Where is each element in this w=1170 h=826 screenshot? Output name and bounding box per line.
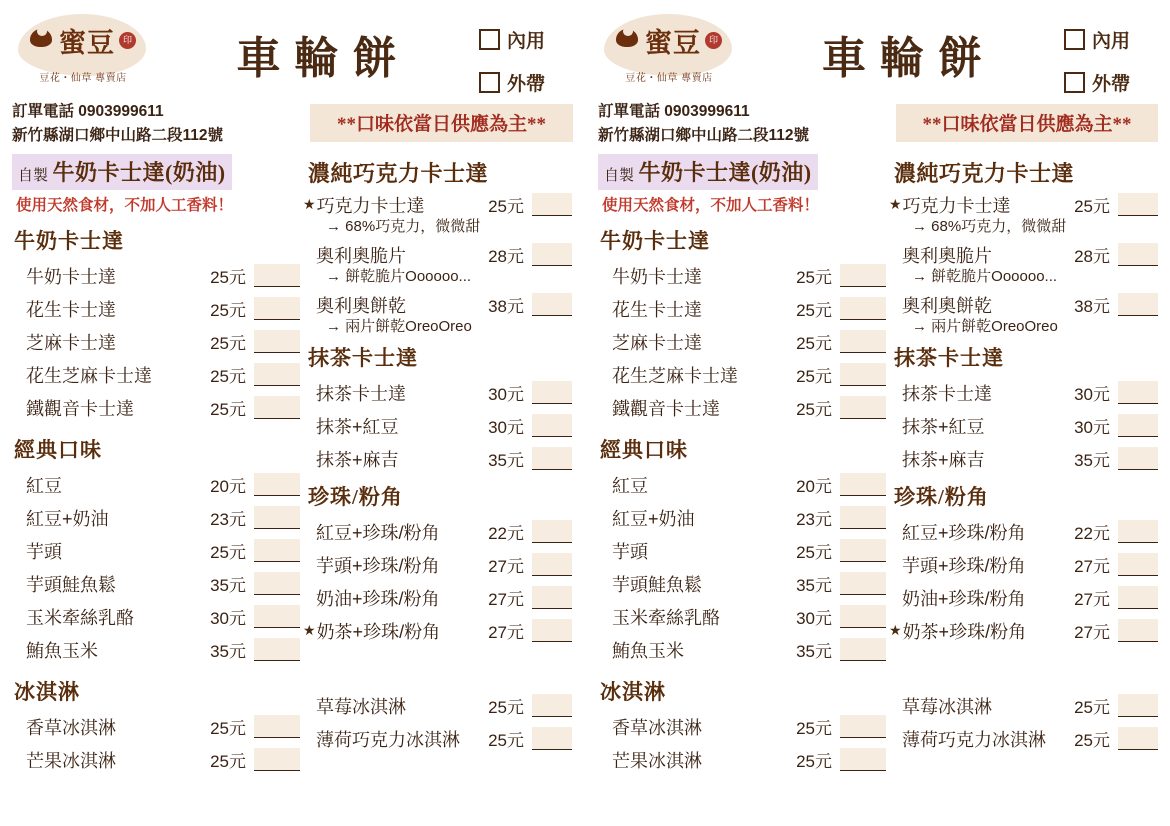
item-name: 芝麻卡士達 <box>612 332 702 353</box>
menu-item[interactable] <box>892 442 1158 475</box>
bean-icon <box>616 27 642 53</box>
brand-logo <box>12 8 154 84</box>
availability-notice: **口味依當日供應為主** <box>310 104 573 142</box>
item-price: 23元 <box>210 510 246 529</box>
item-price: 25元 <box>488 731 524 750</box>
order-option-label: 外帶 <box>507 74 546 95</box>
item-price: 30元 <box>488 418 524 437</box>
item-name: 芒果冰淇淋 <box>26 750 116 771</box>
item-name: 紅豆 <box>26 475 62 496</box>
item-price: 25元 <box>796 719 832 738</box>
band-title: 牛奶卡士達(奶油) <box>638 160 812 185</box>
item-price: 27元 <box>488 623 524 642</box>
menu-column-chocolate <box>303 156 572 776</box>
menu-item[interactable] <box>12 600 300 633</box>
menu-item[interactable] <box>892 689 1158 722</box>
item-price: 25元 <box>796 301 832 320</box>
item-name: 鐵觀音卡士達 <box>26 398 134 419</box>
qty-blank[interactable] <box>532 447 572 470</box>
contact-row <box>586 100 1170 156</box>
brand-tagline: 豆花・仙草 專賣店 <box>39 73 127 84</box>
item-price: 35元 <box>488 451 524 470</box>
item-price: 25元 <box>210 301 246 320</box>
menu-item[interactable] <box>598 259 886 292</box>
brand-tagline: 豆花・仙草 專賣店 <box>625 73 713 84</box>
item-name: 紅豆 <box>612 475 648 496</box>
item-name: 芋頭鮭魚鬆 <box>26 574 116 595</box>
menu-header <box>0 0 585 100</box>
item-name: 抹茶+麻吉 <box>316 449 399 470</box>
qty-blank[interactable] <box>1118 553 1158 576</box>
order-option-dine-in[interactable] <box>1064 26 1160 53</box>
category-title: 牛奶卡士達 <box>600 229 710 253</box>
order-option-label: 外帶 <box>1092 74 1131 95</box>
item-name: 巧克力卡士達 <box>902 195 1011 216</box>
item-price: 27元 <box>488 590 524 609</box>
qty-blank[interactable] <box>254 638 300 661</box>
section-band-custard <box>598 156 886 188</box>
item-name: 芋頭鮭魚鬆 <box>612 574 702 595</box>
item-name: 奧利奧脆片 <box>902 245 992 266</box>
qty-blank[interactable] <box>1118 619 1158 642</box>
item-description: → 兩片餅乾OreoOreo <box>326 318 472 335</box>
band-title: 濃純巧克力卡士達 <box>308 160 489 186</box>
menu-panel-right <box>585 0 1170 826</box>
star-icon: ★ <box>889 196 902 212</box>
menu-item[interactable] <box>12 633 300 666</box>
item-name: 鮪魚玉米 <box>26 640 98 661</box>
menu-item[interactable] <box>12 468 300 501</box>
checkbox-dine-in[interactable] <box>1064 29 1085 50</box>
item-name: 奧利奧脆片 <box>316 245 406 266</box>
item-name: 草莓冰淇淋 <box>316 696 406 717</box>
qty-blank[interactable] <box>1118 447 1158 470</box>
item-name: 巧克力卡士達 <box>316 195 425 216</box>
qty-blank[interactable] <box>254 473 300 496</box>
item-price: 35元 <box>210 642 246 661</box>
star-icon: ★ <box>303 196 316 212</box>
menu-item[interactable] <box>12 391 300 424</box>
qty-blank[interactable] <box>840 572 886 595</box>
item-price: 25元 <box>796 334 832 353</box>
qty-blank[interactable] <box>840 539 886 562</box>
item-price: 28元 <box>488 247 524 266</box>
contact-block <box>12 100 304 148</box>
item-name: 奶油+珍珠/粉角 <box>902 588 1026 609</box>
qty-blank[interactable] <box>254 330 300 353</box>
qty-blank[interactable] <box>532 414 572 437</box>
menu-item[interactable] <box>306 722 572 755</box>
order-option-label: 內用 <box>507 31 546 52</box>
menu-item[interactable] <box>892 722 1158 755</box>
item-price: 25元 <box>1074 731 1110 750</box>
brand-name: 蜜豆 <box>59 27 115 58</box>
spacer <box>306 647 572 689</box>
menu-item[interactable] <box>598 501 886 534</box>
item-name: 花生芝麻卡士達 <box>612 365 738 386</box>
item-price: 25元 <box>796 367 832 386</box>
band-prefix: 自製 <box>604 167 635 184</box>
qty-blank[interactable] <box>1118 694 1158 717</box>
item-price: 27元 <box>488 557 524 576</box>
item-price: 20元 <box>210 477 246 496</box>
item-price: 30元 <box>1074 418 1110 437</box>
menu-item[interactable] <box>303 614 572 647</box>
menu-columns <box>0 156 585 776</box>
item-name: 紅豆+珍珠/粉角 <box>902 522 1026 543</box>
category-title: 抹茶卡士達 <box>894 346 1004 370</box>
item-price: 30元 <box>210 609 246 628</box>
item-price: 35元 <box>1074 451 1110 470</box>
menu-item[interactable] <box>306 376 572 409</box>
menu-item[interactable] <box>306 581 572 614</box>
item-name: 奧利奧餅乾 <box>902 295 992 316</box>
qty-blank[interactable] <box>254 264 300 287</box>
order-options <box>1064 8 1160 112</box>
qty-blank[interactable] <box>254 396 300 419</box>
qty-blank[interactable] <box>1118 243 1158 266</box>
bean-icon <box>30 27 56 53</box>
item-price: 25元 <box>796 543 832 562</box>
item-price: 22元 <box>488 524 524 543</box>
qty-blank[interactable] <box>1118 586 1158 609</box>
menu-item[interactable] <box>598 534 886 567</box>
checkbox-dine-in[interactable] <box>479 29 500 50</box>
item-price: 25元 <box>210 334 246 353</box>
item-price: 30元 <box>796 609 832 628</box>
page-title <box>740 8 1064 86</box>
item-price: 25元 <box>488 197 524 216</box>
item-price: 25元 <box>1074 698 1110 717</box>
category-title: 珍珠/粉角 <box>894 485 989 509</box>
item-name: 紅豆+奶油 <box>26 508 109 529</box>
qty-blank[interactable] <box>532 520 572 543</box>
menu-item[interactable] <box>306 548 572 581</box>
ingredient-note: 使用天然食材，不加人工香料！ <box>16 197 234 214</box>
item-price: 22元 <box>1074 524 1110 543</box>
item-name: 玉米牽絲乳酪 <box>612 607 720 628</box>
band-title: 牛奶卡士達(奶油) <box>52 160 226 185</box>
category-title: 牛奶卡士達 <box>14 229 124 253</box>
menu-title: 車輪餅 <box>822 34 996 83</box>
item-name: 芒果冰淇淋 <box>612 750 702 771</box>
phone-line: 訂單電話 0903999611 <box>598 103 750 120</box>
qty-blank[interactable] <box>254 572 300 595</box>
menu-item[interactable] <box>598 358 886 391</box>
qty-blank[interactable] <box>840 330 886 353</box>
item-price: 30元 <box>488 385 524 404</box>
qty-blank[interactable] <box>1118 193 1158 216</box>
item-price: 25元 <box>796 268 832 287</box>
item-name: 玉米牽絲乳酪 <box>26 607 134 628</box>
menu-title: 車輪餅 <box>236 34 411 83</box>
qty-blank[interactable] <box>532 619 572 642</box>
item-name: 芋頭+珍珠/粉角 <box>902 555 1026 576</box>
item-price: 38元 <box>488 297 524 316</box>
page-title <box>154 8 479 86</box>
address-line: 新竹縣湖口鄉中山路二段112號 <box>12 127 224 145</box>
stamp-icon: 印 <box>119 32 136 49</box>
order-option-takeout[interactable] <box>1064 69 1160 96</box>
qty-blank[interactable] <box>254 748 300 771</box>
category-title: 經典口味 <box>14 438 102 462</box>
qty-blank[interactable] <box>254 363 300 386</box>
item-name: 花生卡士達 <box>26 299 116 320</box>
item-name: 抹茶+紅豆 <box>902 416 985 437</box>
availability-notice: **口味依當日供應為主** <box>896 104 1158 142</box>
item-name: 花生芝麻卡士達 <box>26 365 152 386</box>
item-name: 芋頭 <box>612 541 648 562</box>
menu-item[interactable] <box>306 515 572 548</box>
menu-item[interactable] <box>12 325 300 358</box>
qty-blank[interactable] <box>254 539 300 562</box>
star-icon: ★ <box>303 622 316 638</box>
checkbox-takeout[interactable] <box>1064 72 1085 93</box>
item-description: → 68%巧克力，微微甜 <box>912 218 1067 235</box>
qty-blank[interactable] <box>532 727 572 750</box>
qty-blank[interactable] <box>1118 381 1158 404</box>
category-title: 珍珠/粉角 <box>308 485 403 509</box>
item-name: 香草冰淇淋 <box>612 717 702 738</box>
item-price: 25元 <box>210 400 246 419</box>
item-name: 芝麻卡士達 <box>26 332 116 353</box>
item-price: 27元 <box>1074 623 1110 642</box>
item-name: 鐵觀音卡士達 <box>612 398 720 419</box>
qty-blank[interactable] <box>840 363 886 386</box>
qty-blank[interactable] <box>1118 727 1158 750</box>
item-price: 25元 <box>1074 197 1110 216</box>
menu-item[interactable] <box>598 391 886 424</box>
menu-item[interactable] <box>12 501 300 534</box>
menu-item[interactable] <box>12 743 300 776</box>
band-title: 濃純巧克力卡士達 <box>894 160 1075 186</box>
menu-column-chocolate <box>889 156 1158 776</box>
qty-blank[interactable] <box>840 748 886 771</box>
qty-blank[interactable] <box>840 506 886 529</box>
item-name: 奧利奧餅乾 <box>316 295 406 316</box>
item-name: 紅豆+珍珠/粉角 <box>316 522 440 543</box>
stamp-icon: 印 <box>705 32 722 49</box>
menu-item[interactable] <box>892 409 1158 442</box>
item-name: 薄荷巧克力冰淇淋 <box>902 729 1046 750</box>
menu-item[interactable] <box>306 409 572 442</box>
menu-item[interactable] <box>598 710 886 743</box>
menu-columns <box>586 156 1170 776</box>
item-name: 草莓冰淇淋 <box>902 696 992 717</box>
spacer <box>892 647 1158 689</box>
category-title: 經典口味 <box>600 438 688 462</box>
item-price: 25元 <box>488 698 524 717</box>
menu-item[interactable] <box>598 600 886 633</box>
qty-blank[interactable] <box>840 715 886 738</box>
qty-blank[interactable] <box>840 605 886 628</box>
qty-blank[interactable] <box>532 193 572 216</box>
menu-header <box>586 0 1170 100</box>
item-price: 23元 <box>796 510 832 529</box>
qty-blank[interactable] <box>254 605 300 628</box>
address-line: 新竹縣湖口鄉中山路二段112號 <box>598 127 810 145</box>
menu-item[interactable] <box>12 534 300 567</box>
qty-blank[interactable] <box>1118 293 1158 316</box>
item-name: 薄荷巧克力冰淇淋 <box>316 729 460 750</box>
item-price: 27元 <box>1074 590 1110 609</box>
item-name: 香草冰淇淋 <box>26 717 116 738</box>
menu-item[interactable] <box>12 710 300 743</box>
item-name: 花生卡士達 <box>612 299 702 320</box>
item-name: 牛奶卡士達 <box>612 266 702 287</box>
menu-item[interactable] <box>598 468 886 501</box>
category-title: 冰淇淋 <box>600 680 666 704</box>
qty-blank[interactable] <box>840 638 886 661</box>
item-price: 28元 <box>1074 247 1110 266</box>
section-band-chocolate <box>892 156 1158 188</box>
qty-blank[interactable] <box>532 381 572 404</box>
phone-line: 訂單電話 0903999611 <box>12 103 164 120</box>
item-description: → 餅乾脆片Oooooo... <box>912 268 1058 285</box>
menu-item[interactable] <box>598 325 886 358</box>
order-option-takeout[interactable] <box>479 69 575 96</box>
menu-item[interactable] <box>889 614 1158 647</box>
item-description: → 68%巧克力，微微甜 <box>326 218 481 235</box>
qty-blank[interactable] <box>254 715 300 738</box>
menu-item[interactable] <box>892 515 1158 548</box>
item-price: 38元 <box>1074 297 1110 316</box>
qty-blank[interactable] <box>532 586 572 609</box>
qty-blank[interactable] <box>840 473 886 496</box>
qty-blank[interactable] <box>532 553 572 576</box>
item-name: 牛奶卡士達 <box>26 266 116 287</box>
menu-item[interactable] <box>892 581 1158 614</box>
section-band-custard <box>12 156 300 188</box>
item-price: 35元 <box>796 642 832 661</box>
menu-item[interactable] <box>598 743 886 776</box>
menu-item[interactable] <box>598 633 886 666</box>
menu-item[interactable] <box>12 567 300 600</box>
item-price: 30元 <box>1074 385 1110 404</box>
item-description: → 餅乾脆片Oooooo... <box>326 268 472 285</box>
qty-blank[interactable] <box>840 297 886 320</box>
qty-blank[interactable] <box>840 396 886 419</box>
item-name: 鮪魚玉米 <box>612 640 684 661</box>
band-prefix: 自製 <box>18 167 49 184</box>
item-price: 20元 <box>796 477 832 496</box>
contact-row <box>0 100 585 156</box>
item-price: 25元 <box>210 752 246 771</box>
qty-blank[interactable] <box>532 293 572 316</box>
qty-blank[interactable] <box>532 243 572 266</box>
qty-blank[interactable] <box>1118 520 1158 543</box>
checkbox-takeout[interactable] <box>479 72 500 93</box>
menu-item[interactable] <box>306 689 572 722</box>
qty-blank[interactable] <box>254 297 300 320</box>
menu-column-custard <box>12 156 300 776</box>
item-name: 抹茶+紅豆 <box>316 416 399 437</box>
menu-item[interactable] <box>12 259 300 292</box>
category-title: 冰淇淋 <box>14 680 80 704</box>
menu-item[interactable] <box>306 442 572 475</box>
item-price: 25元 <box>210 543 246 562</box>
item-price: 25元 <box>210 367 246 386</box>
order-option-dine-in[interactable] <box>479 26 575 53</box>
brand-name: 蜜豆 <box>645 27 701 58</box>
menu-item[interactable] <box>598 292 886 325</box>
item-price: 35元 <box>796 576 832 595</box>
item-description: → 兩片餅乾OreoOreo <box>912 318 1058 335</box>
item-price: 25元 <box>210 719 246 738</box>
menu-item[interactable] <box>598 567 886 600</box>
item-price: 27元 <box>1074 557 1110 576</box>
order-options <box>479 8 575 112</box>
item-name: 紅豆+奶油 <box>612 508 695 529</box>
menu-item[interactable] <box>892 376 1158 409</box>
star-icon: ★ <box>889 622 902 638</box>
item-price: 25元 <box>796 752 832 771</box>
item-price: 25元 <box>796 400 832 419</box>
item-name: 奶油+珍珠/粉角 <box>316 588 440 609</box>
menu-item[interactable] <box>12 358 300 391</box>
contact-block <box>598 100 890 148</box>
item-name: 奶茶+珍珠/粉角 <box>316 621 441 642</box>
brand-logo <box>598 8 740 84</box>
ingredient-note: 使用天然食材，不加人工香料！ <box>602 197 820 214</box>
menu-column-custard <box>598 156 886 776</box>
menu-item[interactable] <box>892 548 1158 581</box>
item-name: 抹茶+麻吉 <box>902 449 985 470</box>
qty-blank[interactable] <box>1118 414 1158 437</box>
item-name: 抹茶卡士達 <box>902 383 992 404</box>
item-name: 抹茶卡士達 <box>316 383 406 404</box>
item-name: 奶茶+珍珠/粉角 <box>902 621 1027 642</box>
item-name: 芋頭+珍珠/粉角 <box>316 555 440 576</box>
item-price: 25元 <box>210 268 246 287</box>
section-band-chocolate <box>306 156 572 188</box>
qty-blank[interactable] <box>840 264 886 287</box>
qty-blank[interactable] <box>254 506 300 529</box>
order-option-label: 內用 <box>1092 31 1131 52</box>
menu-item[interactable] <box>12 292 300 325</box>
qty-blank[interactable] <box>532 694 572 717</box>
item-name: 芋頭 <box>26 541 62 562</box>
category-title: 抹茶卡士達 <box>308 346 418 370</box>
item-price: 35元 <box>210 576 246 595</box>
